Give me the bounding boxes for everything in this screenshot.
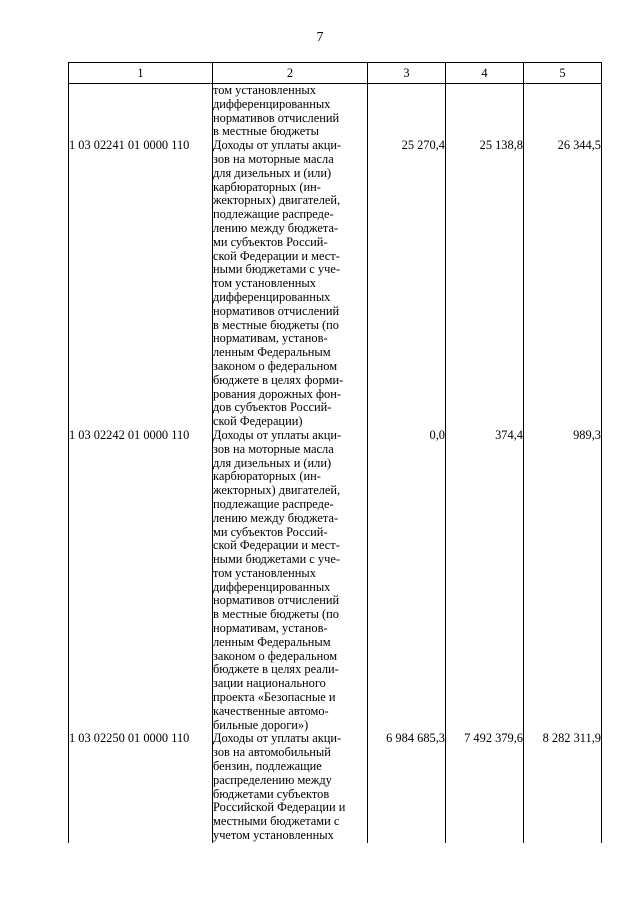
row-description: том установленных дифференцированных нормативов отчислений в местные бюджеты bbox=[213, 84, 368, 140]
row-value-col5: 989,3 bbox=[524, 429, 602, 733]
row-value-col3: 0,0 bbox=[368, 429, 446, 733]
row-code: 1 03 02250 01 0000 110 bbox=[69, 732, 213, 842]
column-header-5: 5 bbox=[524, 63, 602, 84]
table-header-row bbox=[69, 63, 602, 84]
row-code: 1 03 02241 01 0000 110 bbox=[69, 139, 213, 429]
row-value-col5: 26 344,5 bbox=[524, 139, 602, 429]
row-description: Доходы от уплаты акци- зов на моторные масла для дизельных и (или) карбюраторных (ин- жекторных) двигателей, подлежащие распреде- лению между бюджета- ми субъектов Россий- ской Федерации и мест- ными бюджетами с уче- том установленных дифференцированных нормативов отчислений в местные бюджеты (по нормативам, установ- ленным Федеральным законом о федеральном бюджете в целях форми- рования дорожных фон- дов субъектов Россий- ской Федерации) bbox=[213, 139, 368, 429]
column-header-4: 4 bbox=[446, 63, 524, 84]
page-number: 7 bbox=[316, 30, 324, 45]
row-value-col3: 25 270,4 bbox=[368, 139, 446, 429]
table-row bbox=[69, 429, 602, 733]
row-description: Доходы от уплаты акци- зов на моторные масла для дизельных и (или) карбюраторных (ин- жекторных) двигателей, подлежащие распреде- лению между бюджета- ми субъектов Россий- ской Федерации и мест- ными бюджетами с уче- том установленных дифференцированных нормативов отчислений в местные бюджеты (по нормативам, установ- ленным Федеральным законом о федеральном бюджете в целях реали- зации национального проекта «Безопасные и качественные автомо- бильные дороги») bbox=[213, 429, 368, 733]
table-row bbox=[69, 139, 602, 429]
budget-revenue-table bbox=[68, 62, 602, 843]
row-code bbox=[69, 84, 213, 140]
row-value-col4: 7 492 379,6 bbox=[446, 732, 524, 842]
row-value-col4: 374,4 bbox=[446, 429, 524, 733]
table-row-continuation bbox=[69, 84, 602, 140]
column-header-3: 3 bbox=[368, 63, 446, 84]
table-row bbox=[69, 732, 602, 842]
row-value-col5: 8 282 311,9 bbox=[524, 732, 602, 842]
row-description: Доходы от уплаты акци- зов на автомобильный бензин, подлежащие распределению между бюджетами субъектов Российской Федерации и местными бюджетами с учетом установленных bbox=[213, 732, 368, 842]
column-header-1: 1 bbox=[69, 63, 213, 84]
row-value-col3: 6 984 685,3 bbox=[368, 732, 446, 842]
row-value-col4: 25 138,8 bbox=[446, 139, 524, 429]
column-header-2: 2 bbox=[213, 63, 368, 84]
row-code: 1 03 02242 01 0000 110 bbox=[69, 429, 213, 733]
